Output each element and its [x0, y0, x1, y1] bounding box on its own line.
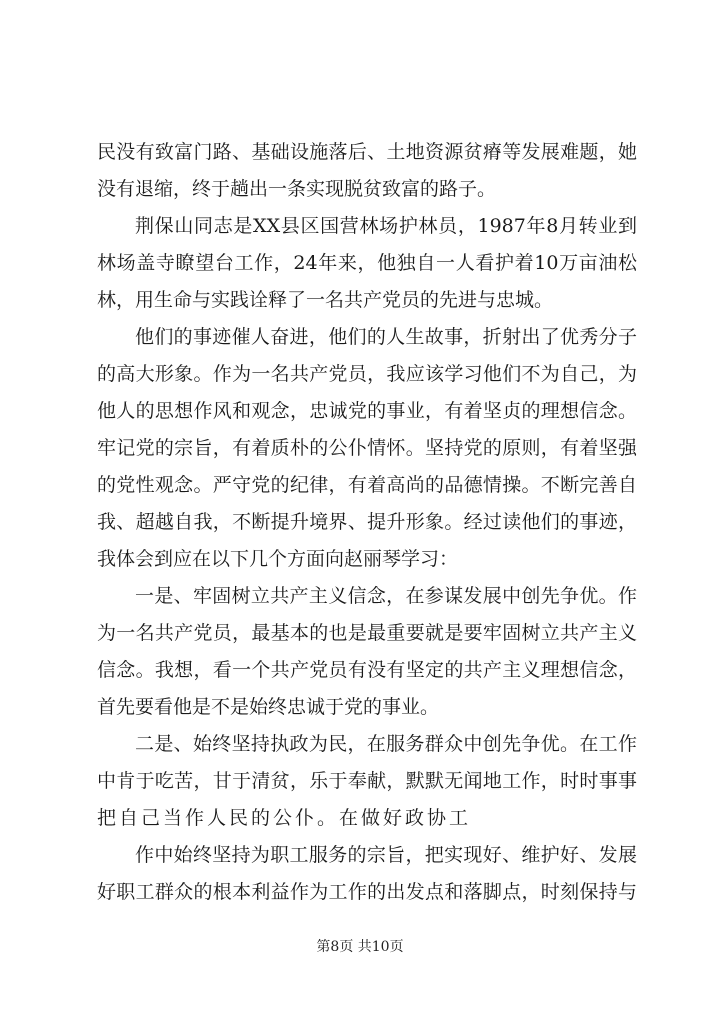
- text-line: 的党性观念。严守党的纪律，有着高尚的品德情操。不断完善自: [97, 474, 637, 496]
- page-number-footer: 第8页 共10页: [316, 939, 404, 955]
- text-line: 林场盖寺瞭望台工作，24年来，他独自一人看护着10万亩油松: [97, 252, 637, 274]
- text-line: 我体会到应在以下几个方面向赵丽琴学习：: [97, 548, 459, 570]
- text-line: 没有退缩，终于趟出一条实现脱贫致富的路子。: [97, 178, 497, 200]
- text-line: 一是、牢固树立共产主义信念，在参谋发展中创先争优。作: [135, 585, 637, 607]
- text-line: 好职工群众的根本利益作为工作的出发点和落脚点，时刻保持与: [97, 881, 637, 903]
- text-line: 信念。我想，看一个共产党员有没有坚定的共产主义理想信念，: [97, 659, 637, 681]
- text-line: 作中始终坚持为职工服务的宗旨，把实现好、维护好、发展: [135, 844, 637, 866]
- text-line: 荆保山同志是XX县区国营林场护林员，1987年8月转业到: [135, 215, 637, 237]
- text-line: 我、超越自我，不断提升境界、提升形象。经过读他们的事迹，: [97, 511, 637, 533]
- text-line: 他们的事迹催人奋进，他们的人生故事，折射出了优秀分子: [135, 326, 637, 348]
- text-line: 林，用生命与实践诠释了一名共产党员的先进与忠城。: [97, 289, 554, 311]
- text-line: 二是、始终坚持执政为民，在服务群众中创先争优。在工作: [135, 733, 637, 755]
- text-line: 把自己当作人民的公仆。在做好政协工: [97, 807, 472, 829]
- text-line: 牢记党的宗旨，有着质朴的公仆情怀。坚持党的原则，有着坚强: [97, 437, 637, 459]
- text-line: 民没有致富门路、基础设施落后、土地资源贫瘠等发展难题，她: [97, 141, 637, 163]
- text-line: 中肯于吃苦，甘于清贫，乐于奉献，默默无闻地工作，时时事事: [97, 770, 637, 792]
- text-line: 为一名共产党员，最基本的也是最重要就是要牢固树立共产主义: [97, 622, 637, 644]
- text-line: 的高大形象。作为一名共产党员，我应该学习他们不为自己，为: [97, 363, 637, 385]
- text-line: 他人的思想作风和观念，忠诚党的事业，有着坚贞的理想信念。: [97, 400, 637, 422]
- text-line: 首先要看他是不是始终忠诚于党的事业。: [97, 696, 440, 718]
